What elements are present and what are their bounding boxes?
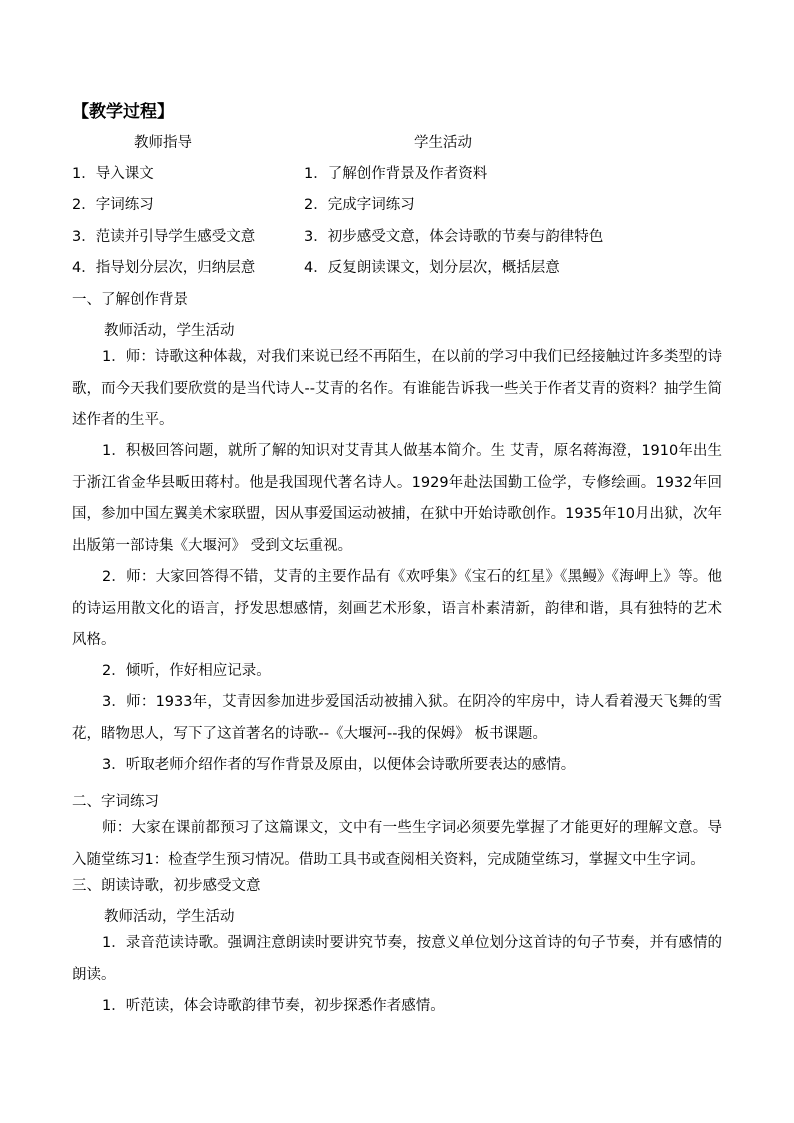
- paragraph: 1．录音范读诗歌。强调注意朗读时要讲究节奏，按意义单位划分这首诗的句子节奏，并有感情的朗读。: [72, 935, 722, 983]
- paragraph: 师：大家在课前都预习了这篇课文，文中有一些生字词必须要先掌握了才能更好的理解文意。导入随堂练习1：检查学生预习情况。借助工具书或查阅相关资料，完成随堂练习，掌握文中生字词。: [72, 820, 722, 868]
- section-heading: 一、了解创作背景: [72, 292, 188, 308]
- paragraph: 2．倾听，作好相应记录。: [102, 663, 271, 679]
- teacher-step: 3．范读并引导学生感受文意: [72, 229, 256, 245]
- teacher-step: 2．字词练习: [72, 197, 154, 213]
- paragraph: 1．听范读，体会诗歌韵律节奏，初步探悉作者感情。: [102, 998, 445, 1014]
- student-column-header: 学生活动: [414, 135, 472, 151]
- student-step: 3．初步感受文意，体会诗歌的节奏与韵律特色: [304, 229, 604, 245]
- section-heading: 二、字词练习: [72, 794, 159, 810]
- paragraph: 1．师：诗歌这种体裁，对我们来说已经不再陌生，在以前的学习中我们已经接触过许多类型的诗歌，而今天我们要欣赏的是当代诗人--艾青的名作。有谁能告诉我一些关于作者艾青的资料？抽学生简述作者的生平。: [72, 349, 722, 428]
- teacher-step: 1．导入课文: [72, 166, 154, 182]
- paragraph: 1．积极回答问题，就所了解的知识对艾青其人做基本简介。生 艾青，原名蒋海澄，1910年出生于浙江省金华县畈田蒋村。他是我国现代著名诗人。1929年赴法国勤工俭学，专修绘画。1932年回国，参加中国左翼美术家联盟，因从事爱国运动被捕，在狱中开始诗歌创作。1935年10月出狱，次年出版第一部诗集《大堰河》 受到文坛重视。: [72, 443, 722, 554]
- teacher-step: 4．指导划分层次，归纳层意: [72, 260, 256, 276]
- student-step: 1．了解创作背景及作者资料: [304, 166, 488, 182]
- paragraph: 3．听取老师介绍作者的写作背景及原由，以便体会诗歌所要表达的感情。: [102, 757, 576, 773]
- teacher-column-header: 教师指导: [134, 135, 192, 151]
- section-subheading: 教师活动，学生活动: [104, 909, 235, 925]
- student-step: 2．完成字词练习: [304, 197, 415, 213]
- section-heading: 三、朗读诗歌，初步感受文意: [72, 878, 261, 894]
- student-step: 4．反复朗读课文，划分层次，概括层意: [304, 260, 560, 276]
- paragraph: 3．师：1933年，艾青因参加进步爱国活动被捕入狱。在阴冷的牢房中，诗人看着漫天飞舞的雪花，睹物思人，写下了这首著名的诗歌--《大堰河--我的保姆》 板书课题。: [72, 694, 722, 742]
- paragraph: 2．师：大家回答得不错，艾青的主要作品有《欢呼集》《宝石的红星》《黑鳗》《海岬上》等。他的诗运用散文化的语言，抒发思想感情，刻画艺术形象，语言朴素清新，韵律和谐，具有独特的艺术风格。: [72, 569, 722, 648]
- page-title: 【教学过程】: [72, 102, 174, 122]
- section-subheading: 教师活动，学生活动: [104, 323, 235, 339]
